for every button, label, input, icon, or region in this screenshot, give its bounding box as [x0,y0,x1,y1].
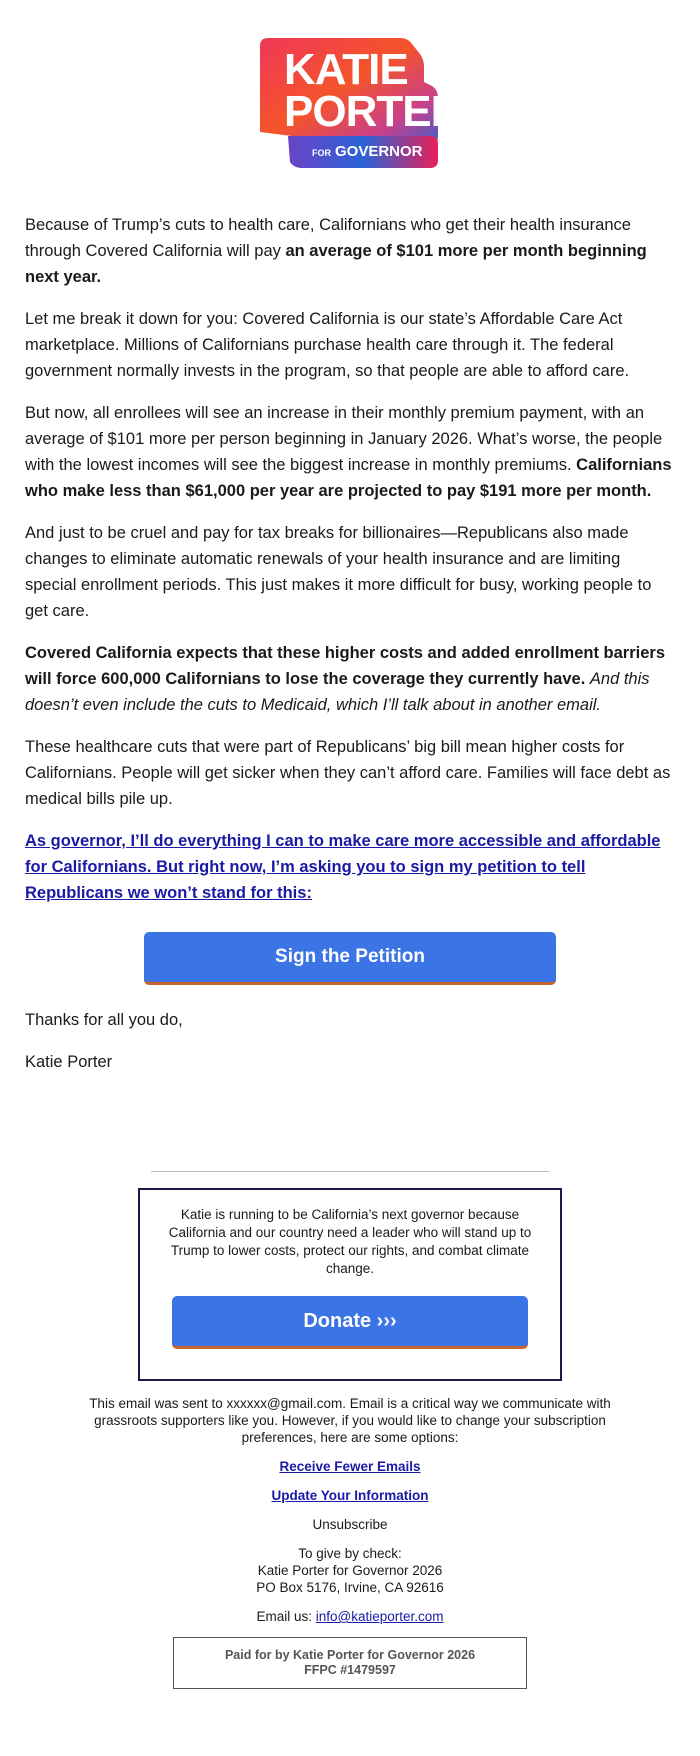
logo-line-2: PORTER [284,87,462,136]
message-content [0,182,700,1075]
paid-for-line-2: FFPC #1479597 [304,1663,396,1677]
paragraph-1-bold: an average of $101 more per month beginning next year. [25,242,647,286]
donate-box [138,1188,562,1381]
update-info-row [70,1487,630,1504]
donate-button[interactable]: Donate ››› [172,1296,528,1349]
receive-fewer-emails-link[interactable]: Receive Fewer Emails [279,1459,421,1474]
paid-for-disclaimer [173,1637,527,1689]
paragraph-6: These healthcare cuts that were part of Republicans’ big bill mean higher costs for Californians. People will get sicker when they can’t afford care. Families will face debt as medical bills pile up. [25,738,671,808]
paragraph-2: Let me break it down for you: Covered California is our state’s Affordable Care Act marketplace. Millions of Californians purchase health care through it. The federal government normally invests in the program, so that people are able to afford care. [25,310,630,380]
email-us-row [70,1608,630,1625]
fewer-emails-row [70,1458,630,1475]
paragraph-5-italic: And this doesn’t even include the cuts to Medicaid, which I’ll talk about in another email. [25,670,650,714]
unsubscribe-row [70,1516,630,1533]
signature-name: Katie Porter [25,1053,113,1071]
paragraph-3-text: But now, all enrollees will see an increase in their monthly premium payment, with an average of $101 more per person beginning in January 2026. What’s worse, the people with the lowest incomes will see the biggest increase in monthly premiums. [25,404,663,474]
cta-paragraph [25,828,675,906]
check-org: Katie Porter for Governor 2026 [257,1563,443,1578]
logo-for: FOR [312,148,331,158]
logo-line-1: KATIE [284,45,408,94]
logo-header [0,0,700,182]
logo-line-3 [312,144,423,161]
paid-for-line-1: Paid for by Katie Porter for Governor 2026 [224,1648,476,1662]
thanks-line: Thanks for all you do, [25,1011,183,1029]
paragraph-5 [25,640,675,718]
footer [0,1381,700,1625]
petition-button-row [25,932,675,985]
paragraph-3 [25,400,675,504]
email-us-link[interactable]: info@katieporter.com [315,1609,444,1624]
email-us-label: Email us: [256,1609,316,1624]
petition-cta-link[interactable]: As governor, I’ll do everything I can to make care more accessible and affordable for Californians. But right now, I’m asking you to sign my petition to tell Republicans we won’t stand for this: [25,832,661,902]
check-label: To give by check: [298,1546,402,1561]
paragraph-1-text: Because of Trump’s cuts to health care, Californians who get their health insurance through Covered California will pay [25,216,631,260]
subscription-notice: This email was sent to xxxxxx@gmail.com. Email is a critical way we communicate with grassroots supporters like you. However, if you would like to change your subscription preferences, here are some options: [89,1396,611,1445]
donate-box-text: Katie is running to be California’s next governor because California and our country need a leader who will stand up to Trump to lower costs, protect our rights, and combat climate change. [168,1207,532,1276]
check-address: PO Box 5176, Irvine, CA 92616 [256,1580,444,1595]
paragraph-4: And just to be cruel and pay for tax breaks for billionaires—Republicans also made changes to eliminate automatic renewals of your health insurance and are limiting special enrollment periods. This just makes it more difficult for busy, working people to get care. [25,524,652,620]
paragraph-3-bold: Californians who make less than $61,000 per year are projected to pay $191 more per month. [25,456,672,500]
paragraph-1 [25,212,675,290]
logo-governor: GOVERNOR [335,143,423,160]
signoff [25,1007,675,1075]
sign-petition-button[interactable]: Sign the Petition [144,932,556,985]
paragraph-5-bold: Covered California expects that these higher costs and added enrollment barriers will force 600,000 Californians to lose the coverage they currently have. [25,644,666,688]
katie-porter-logo[interactable] [250,32,462,172]
check-info [70,1545,630,1596]
update-information-link[interactable]: Update Your Information [271,1488,429,1503]
unsubscribe-link[interactable]: Unsubscribe [312,1517,388,1532]
footer-divider [151,1171,549,1172]
